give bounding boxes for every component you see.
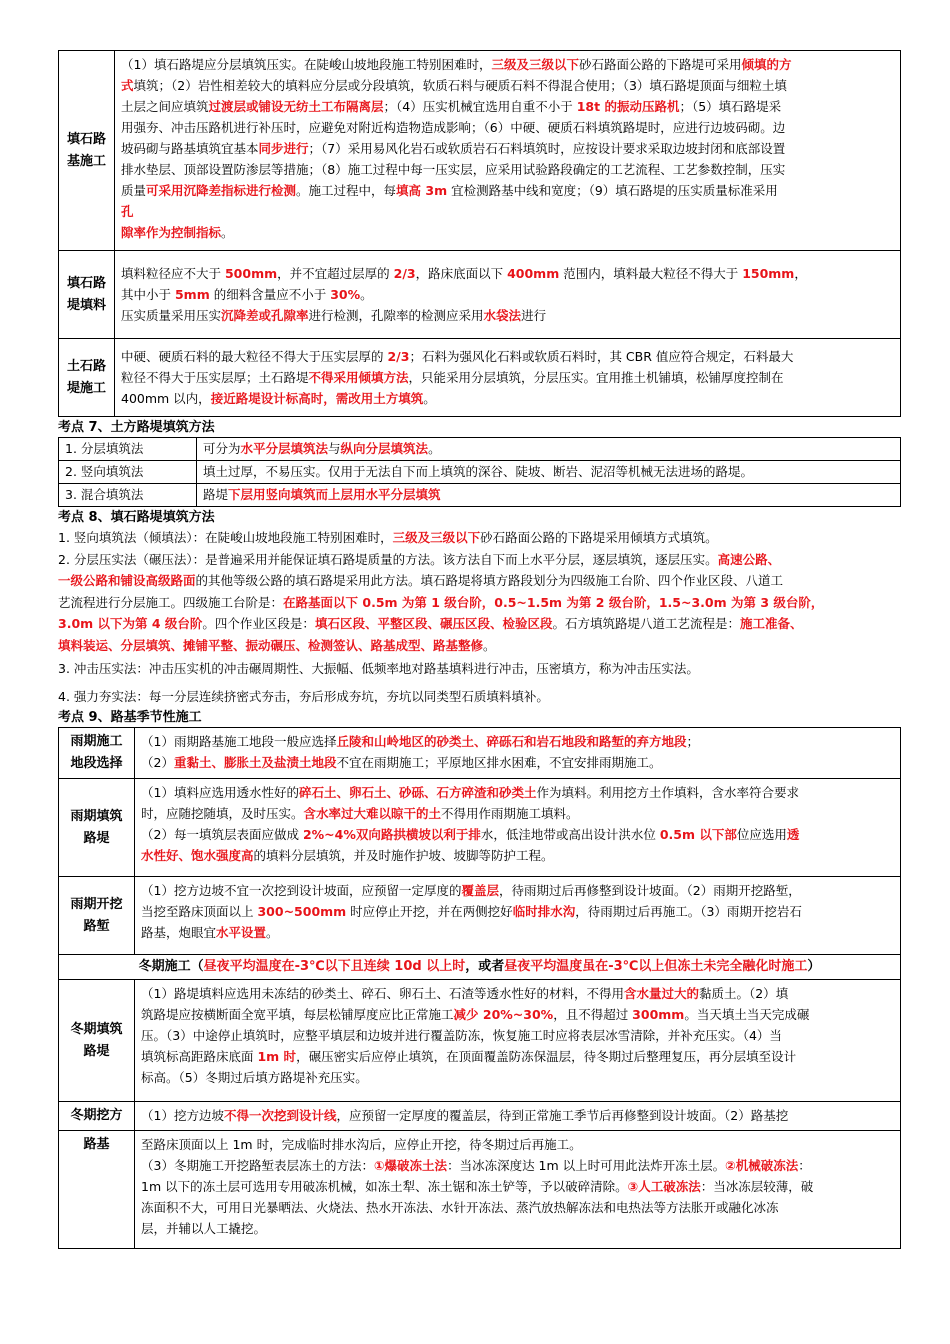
body-text: 坡码砌与路基填筑宜基本	[121, 141, 259, 156]
text-line	[121, 284, 894, 305]
body-text: （1）路堤填料应选用未冻结的砂类土、碎石、卵石土、石渣等透水性好的材料，不得用	[141, 986, 624, 1001]
text-line	[141, 1176, 894, 1197]
text-line	[141, 803, 894, 824]
label-text: 冬期填筑路堤	[70, 1021, 123, 1059]
row-label: 土石路堤施工	[59, 339, 115, 417]
highlight-text: 3.0m 以下为第 4 级台阶	[58, 616, 203, 631]
body-text: ；（4）压实机械宜选用自重不小于	[383, 99, 577, 114]
text-line	[141, 983, 894, 1004]
kd8-paragraphs	[58, 527, 901, 707]
row-label: 路基	[59, 1131, 135, 1249]
highlight-text: 重黏土、膨胀土及盐渍土地段	[173, 755, 337, 770]
text-line	[121, 180, 894, 201]
text-line	[141, 1134, 894, 1155]
highlight-text: 2%~4%双向路拱横坡以利于排	[302, 827, 481, 842]
text-line	[121, 367, 894, 388]
table-row	[59, 51, 901, 251]
body-text: 1. 竖向填筑法（倾填法）：在陡峻山坡地段施工特别困难时，	[58, 530, 393, 545]
body-text: ，待雨期过后再施工。（3）雨期开挖岩石	[575, 904, 802, 919]
body-text: ，且不得超过	[553, 1007, 633, 1022]
highlight-text: 填石区段、平整区段、碾压区段、检验区段	[314, 616, 553, 631]
text-line	[141, 845, 894, 866]
highlight-text: 一级公路和铺设高级路面	[58, 573, 196, 588]
highlight-text: 18t 的振动压路机	[576, 99, 680, 114]
body-text: 填料粒径应不大于	[121, 266, 225, 281]
text-line	[58, 658, 901, 680]
body-text: 排水垫层、顶部设置防渗层等措施；（8）施工过程中每一压实层，应采用试验路段确定的工艺流程、工艺参数控制，压实	[121, 162, 786, 177]
body-text: 填土过厚，不易压实。仅用于无法自下而上填筑的深谷、陡坡、断岩、泥沼等机械无法进场的路堤。	[203, 464, 754, 479]
body-text: 填筑标高距路床底面	[141, 1049, 258, 1064]
body-text: 标高。（5）冬期过后填方路堤补充压实。	[141, 1070, 368, 1085]
body-text: 质量	[121, 183, 147, 198]
body-text: 宜检测路基中线和宽度；（9）填石路堤的压实质量标准采用	[447, 183, 778, 198]
section-heading: 考点 7、土方路堤填筑方法	[58, 420, 215, 435]
highlight-text: 同步进行	[258, 141, 309, 156]
body-text: 与	[328, 441, 341, 456]
body-text: ；（7）采用易风化岩石或软质岩石石料填筑时，应按设计要求采取边坡封闭和底部设置	[308, 141, 786, 156]
highlight-text: 丘陵和山岭地区的砂类土、碎砾石和岩石地段和路堑的弃方地段	[336, 734, 687, 749]
highlight-text: 式	[121, 78, 134, 93]
text-line	[58, 549, 901, 571]
highlight-text: 三级及三级以下	[491, 57, 579, 72]
body-text: 不得用作雨期施工填料。	[441, 806, 579, 821]
rich-cell	[135, 980, 901, 1102]
body-text: ：当冰冻层较薄，破	[700, 1179, 814, 1194]
paragraph	[58, 686, 901, 708]
text-line	[121, 346, 894, 367]
text-line	[141, 824, 894, 845]
text-line	[121, 305, 894, 326]
body-text: 。当天填土当天完成碾	[684, 1007, 810, 1022]
highlight-text: 可采用沉降差指标进行检测	[146, 183, 297, 198]
body-text: 。四个作业区段是：	[202, 616, 315, 631]
text-line	[121, 138, 894, 159]
body-text: （2）每一填筑层表面应做成	[141, 827, 303, 842]
paragraph	[58, 527, 901, 549]
table-row	[59, 461, 901, 484]
body-text: 。	[221, 225, 234, 240]
highlight-text: 水袋法	[483, 308, 522, 323]
highlight-text: 减少 20%~30%	[453, 1007, 554, 1022]
text-line	[121, 75, 894, 96]
body-text: 。	[423, 391, 436, 406]
text-line	[141, 1155, 894, 1176]
row-label	[59, 980, 135, 1102]
text-line	[141, 1218, 894, 1239]
body-text: ，	[794, 266, 807, 281]
body-text: （2）	[141, 755, 174, 770]
body-text: 压。（3）中途停止填筑时，应整平填层和边坡并进行覆盖防冻，恢复施工时应将表层冰雪清除，并补充压实。（4）当	[141, 1028, 782, 1043]
body-text: ：	[798, 1158, 811, 1173]
rich-cell	[135, 877, 901, 955]
highlight-text: 500mm	[224, 266, 278, 281]
body-text: 。	[483, 637, 496, 653]
row-label: 填石路基施工	[59, 51, 115, 251]
highlight-text: 填料装运、分层填筑、摊铺平整、振动碾压、检测签认、路基成型、路基整修	[58, 637, 484, 653]
text-line	[141, 1067, 894, 1088]
highlight-text: 隙率作为控制指标	[121, 225, 222, 240]
table-top	[58, 50, 901, 417]
rich-cell	[135, 728, 901, 779]
highlight-text: ①爆破冻土法	[373, 1158, 448, 1173]
body-text: （1）挖方边坡不宜一次挖到设计坡面，应预留一定厚度的	[141, 883, 462, 898]
highlight-text: ②机械破冻法	[725, 1158, 799, 1173]
text-line	[141, 1046, 894, 1067]
body-text: 压实质量采用压实	[121, 308, 222, 323]
highlight-text: 在路基面以下 0.5m 为第 1 级台阶，0.5~1.5m 为第 2 级台阶，1.5~3.0m 为第 3 级台阶，	[283, 594, 824, 610]
text-line	[58, 686, 901, 708]
text-line	[121, 117, 894, 138]
highlight-text: 下层用竖向填筑而上层用水平分层填筑	[228, 487, 441, 502]
highlight-text: 150mm	[742, 266, 795, 281]
table-row	[59, 438, 901, 461]
text-line	[58, 570, 901, 592]
rich-cell	[197, 438, 901, 461]
highlight-text: 高速公路、	[717, 551, 781, 567]
body-text: ，碾压密实后应停止填筑，在顶面覆盖防冻保温层，待冬期过后整理复压，再分层填至设计	[296, 1049, 797, 1064]
body-text: 土层之间应填筑	[121, 99, 209, 114]
highlight-text: 透	[786, 827, 800, 842]
table-row	[59, 877, 901, 955]
text-line	[58, 635, 901, 657]
body-text: 范围内，填料最大粒径不得大于	[559, 266, 743, 281]
highlight-text: 水平设置	[216, 925, 267, 940]
body-text: 2. 分层压实法（碾压法）：是普遍采用并能保证填石路堤质量的方法。该方法自下而上水平分层，逐层填筑，逐层压实。	[58, 551, 718, 567]
highlight-text: 昼夜平均温度虽在-3℃以上但冻土未完全融化时施工	[504, 959, 808, 974]
body-text: （1）填料应选用透水性好的	[141, 785, 299, 800]
body-text: 艺流程进行分层施工。四级施工台阶是：	[58, 594, 284, 610]
label-text: 雨期施工地段选择	[70, 734, 123, 771]
rich-cell	[115, 251, 901, 339]
body-text: （1）挖方边坡	[141, 1108, 224, 1123]
table-kd7	[58, 437, 901, 507]
highlight-text: 孔	[121, 204, 134, 219]
highlight-text: 碎石土、卵石土、砂砾、石方碎渣和砂类土	[298, 785, 537, 800]
body-text: ，只能采用分层填筑，分层压实。宜用推土机铺填，松铺厚度控制在	[408, 370, 784, 385]
highlight-text: 2/3	[387, 349, 410, 364]
body-text: 1m 以下的冻土层可选用专用破冻机械，如冻土犁、冻土锯和冻土铲等，予以破碎清除。	[141, 1179, 628, 1194]
body-text: 用强夯、冲击压路机进行补压时，应避免对附近构造物造成影响；（6）中硬、硬质石料填筑路堤时，应进行边坡码砌。边	[121, 120, 786, 135]
text-line	[141, 922, 894, 943]
body-text: 水，低洼地带或高出设计洪水位	[480, 827, 660, 842]
row-label: 填石路堤填料	[59, 251, 115, 339]
body-text: 黏质土。（2）填	[698, 986, 789, 1001]
body-text: 冻面积不大，可用日光暴晒法、火烧法、热水开冻法、水针开冻法、蒸汽放热解冻法和电热法等方法胀开或融化冰冻	[141, 1200, 779, 1215]
row-label	[59, 728, 135, 779]
rich-cell	[115, 51, 901, 251]
highlight-text: 水性好、饱水强度高	[141, 848, 254, 863]
body-text: ，应预留一定厚度的覆盖层，待到正常施工季节后再修整到设计坡面。（2）路基挖	[336, 1108, 789, 1123]
text-line	[141, 782, 894, 803]
body-text: 作为填料。利用挖方土作填料，含水率符合要求	[536, 785, 799, 800]
body-text: 的其他等级公路的填石路堤采用此方法。填石路堤将填方路段划分为四级施工台阶、四个作业区段、八道工	[195, 573, 784, 588]
row-label: 2. 竖向填筑法	[59, 461, 197, 484]
body-text: ；	[686, 734, 699, 749]
table-season	[58, 727, 901, 1249]
body-text: 筑路堤应按横断面全宽平填，每层松铺厚度应比正常施工	[141, 1007, 454, 1022]
rich-cell	[197, 461, 901, 484]
body-text: 砂石路面公路的下路堤采用倾填方式填筑。	[480, 530, 718, 545]
document-page	[58, 50, 901, 1249]
text-line	[58, 592, 901, 614]
text-line	[141, 731, 894, 752]
highlight-text: 含水量过大的	[623, 986, 699, 1001]
highlight-text: 30%	[330, 287, 361, 302]
body-text: 粒径不得大于压实层厚；土石路堤	[121, 370, 309, 385]
body-text: 的细料含量应不小于	[209, 287, 331, 302]
paragraph	[58, 549, 901, 657]
highlight-text: 施工准备、	[739, 616, 803, 631]
body-text: ，并不宜超过层厚的	[277, 266, 394, 281]
highlight-text: 覆盖层	[461, 883, 499, 898]
text-line	[121, 54, 894, 75]
body-text: 。石方填筑路堤八道工艺流程是：	[552, 616, 740, 631]
table-row	[59, 980, 901, 1102]
text-line	[121, 222, 894, 243]
table-row	[59, 339, 901, 417]
body-text: 时应停止开挖，并在两侧挖好	[346, 904, 513, 919]
row-label: 3. 混合填筑法	[59, 484, 197, 507]
highlight-text: 0.5m 以下部	[659, 827, 737, 842]
rich-cell	[197, 484, 901, 507]
text-line	[58, 527, 901, 549]
body-text: 至路床顶面以上 1m 时，完成临时排水沟后，应停止开挖，待冬期过后再施工。	[141, 1137, 582, 1152]
text-line	[58, 613, 901, 635]
body-text: （3）冬期施工开挖路堑表层冻土的方法：	[141, 1158, 374, 1173]
body-text: ）	[807, 959, 821, 974]
highlight-text: 300mm	[632, 1007, 685, 1022]
highlight-text: 沉降差或孔隙率	[221, 308, 309, 323]
body-text: 进行检测，孔隙率的检测应采用	[308, 308, 484, 323]
rich-cell	[135, 1131, 901, 1249]
body-text: 400mm 以内，	[121, 391, 211, 406]
text-line	[121, 263, 894, 284]
text-line	[141, 1004, 894, 1025]
highlight-text: 三级及三级以下	[392, 530, 481, 545]
row-label	[59, 877, 135, 955]
highlight-text: 过渡层或铺设无纺土工布隔离层	[208, 99, 384, 114]
highlight-text: 接近路堤设计标高时，需改用土方填筑	[210, 391, 424, 406]
body-text: 路基，炮眼宜	[141, 925, 217, 940]
body-text: 层，并辅以人工撬挖。	[141, 1221, 267, 1236]
highlight-text: 纵向分层填筑法	[340, 441, 429, 456]
body-text: 路堤	[203, 487, 229, 502]
highlight-text: 300~500mm	[257, 904, 347, 919]
body-text: 3. 冲击压实法：冲击压实机的冲击碾周期性、大振幅、低频率地对路基填料进行冲击，压密填方，称为冲击压实法。	[58, 661, 699, 676]
highlight-text: 2/3	[393, 266, 416, 281]
text-line	[141, 880, 894, 901]
highlight-text: ③人工破冻法	[627, 1179, 701, 1194]
highlight-text: 含水率过大难以晾干的土	[303, 806, 442, 821]
table-row	[59, 484, 901, 507]
highlight-text: 1m 时	[257, 1049, 297, 1064]
table-row	[59, 728, 901, 779]
body-text: 其中小于	[121, 287, 175, 302]
body-text: 。	[360, 287, 373, 302]
text-line	[121, 388, 894, 409]
highlight-text: 昼夜平均温度在-3℃以下且连续 10d 以上时	[203, 959, 466, 974]
body-text: ，路床底面以下	[415, 266, 508, 281]
body-text: 中硬、硬质石料的最大粒径不得大于压实层厚的	[121, 349, 388, 364]
rich-cell	[135, 1102, 901, 1131]
winter-header	[59, 955, 901, 980]
body-text: ：当冰冻深度达 1m 以上时可用此法炸开冻土层。	[447, 1158, 726, 1173]
row-label: 1. 分层填筑法	[59, 438, 197, 461]
label-text: 雨期开挖路堑	[70, 896, 123, 934]
body-text: ，或者	[465, 959, 505, 974]
table-row	[59, 1131, 901, 1249]
body-text: ；石料为强风化石料或软质石料时，其 CBR 值应符合规定，石料最大	[409, 349, 794, 364]
row-label	[59, 779, 135, 877]
body-text: 砂石路面公路的下路堤可采用	[578, 57, 742, 72]
body-text: 的填料分层填筑，并及时施作护坡、坡脚等防护工程。	[253, 848, 554, 863]
highlight-text: 不得采用倾填方法	[308, 370, 409, 385]
body-text: ，待雨期过后再修整到设计坡面。（2）雨期开挖路堑，	[498, 883, 801, 898]
section-heading: 考点 8、填石路堤填筑方法	[58, 510, 215, 525]
body-text: 不宜在雨期施工；平原地区排水困难，不宜安排雨期施工。	[336, 755, 662, 770]
body-text: 可分为	[203, 441, 241, 456]
text-line	[141, 752, 894, 773]
body-text: 冬期施工（	[138, 959, 204, 974]
text-line	[141, 1025, 894, 1046]
text-line	[121, 96, 894, 117]
text-line	[141, 901, 894, 922]
table-row	[59, 779, 901, 877]
section-heading: 考点 9、路基季节性施工	[58, 710, 202, 725]
body-text: 填筑；（2）岩性相差较大的填料应分层或分段填筑，软质石料与硬质石料不得混合使用；（3）填石路堤顶面与细粒土填	[133, 78, 787, 93]
body-text: 。	[266, 925, 279, 940]
highlight-text: 5mm	[174, 287, 210, 302]
highlight-text: 400mm	[507, 266, 560, 281]
body-text: 时，应随挖随填，及时压实。	[141, 806, 304, 821]
highlight-text: 填高 3m	[396, 183, 448, 198]
table-row	[59, 1102, 901, 1131]
text-line	[121, 201, 894, 222]
highlight-text: 倾填的方	[741, 57, 792, 72]
body-text: （1）填石路堤应分层填筑压实。在陡峻山坡地段施工特别困难时，	[121, 57, 492, 72]
highlight-text: 临时排水沟	[512, 904, 576, 919]
highlight-text: 不得一次挖到设计线	[223, 1108, 337, 1123]
body-text: ；（5）填石路堤采	[679, 99, 782, 114]
row-label: 冬期挖方	[59, 1102, 135, 1131]
body-text: 进行	[521, 308, 547, 323]
rich-cell	[135, 779, 901, 877]
body-text: 4. 强力夯实法：每一分层连续挤密式夯击，夯后形成夯坑，夯坑以同类型石质填料填补。	[58, 688, 549, 704]
text-line	[141, 1197, 894, 1218]
highlight-text: 水平分层填筑法	[240, 441, 329, 456]
body-text: 。	[428, 441, 441, 456]
table-row	[59, 955, 901, 980]
table-row	[59, 251, 901, 339]
text-line	[121, 159, 894, 180]
body-text: 当挖至路床顶面以上	[141, 904, 258, 919]
body-text: （1）雨期路基施工地段一般应选择	[141, 734, 337, 749]
body-text: 。施工过程中，每	[296, 183, 397, 198]
body-text: 位应选用	[736, 827, 787, 842]
rich-cell	[115, 339, 901, 417]
label-text: 雨期填筑路堤	[70, 808, 123, 846]
paragraph	[58, 658, 901, 680]
